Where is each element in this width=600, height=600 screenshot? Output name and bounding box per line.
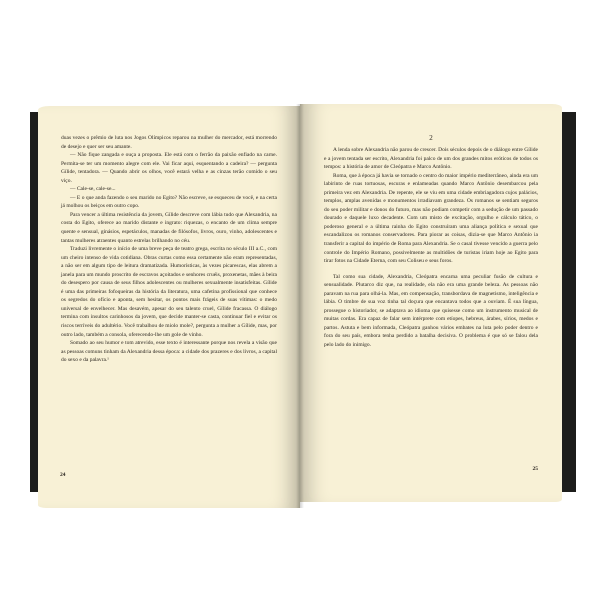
paragraph: Somado ao seu humor e tom atrevido, esse texto é interessante porque nos revela a visão que as pessoas comuns tinham da Alexandria dessa época: a cidade dos prazeres e dos livros, a capital do sexo e da palavra.¹ bbox=[61, 340, 277, 364]
left-page-text bbox=[61, 134, 277, 365]
right-page-text bbox=[324, 146, 538, 350]
page-number: 24 bbox=[60, 472, 66, 478]
paragraph: — Não fique zangada e ouça a proposta. Ele está com o ferrão da paixão enfiado na carne. Permita-se ter um momento alegre com ele. Vai ficar aqui, esquentando a cadeira? — pergunta Gílide, tentadora. — Quando abrir os olhos, você estará velha e as cinzas terão comido o seu viço. bbox=[61, 152, 277, 184]
paragraph: A lenda sobre Alexandria não parou de crescer. Dois séculos depois de o diálogo entre Gílide e a jovem tentada ser escrito, Alexandria foi palco de um dos grandes mitos eróticos de todos os tempos: a história de amor de Cleópatra e Marco Antônio. bbox=[324, 147, 538, 171]
paragraph: duas vezes o prêmio de luta nos Jogos Olímpicos reparou na mulher do mercador, está morrendo de desejo e quer ser seu amante. bbox=[61, 135, 277, 150]
right-page bbox=[300, 104, 562, 502]
paragraph: — Cale-se, cale-se... bbox=[70, 186, 116, 193]
paragraph: — E o que anda fazendo o seu marido no Egito? Não escreve, se esqueceu de você, e na certa já molhou os beiços em outro copo. bbox=[61, 194, 277, 210]
book-spine-gutter bbox=[296, 104, 304, 508]
page-number: 25 bbox=[532, 466, 538, 472]
chapter-number: 2 bbox=[429, 134, 433, 142]
paragraph: Roma, que à época já havia se tornado o centro do maior império mediterrâneo, ainda era um labirinto de ruas tortuosas, escuras e enlameadas quando Marco Antônio desembarcou pela primeira vez em Alexandria. De repente, ele se viu em uma cidade embriagadora cujos palácios, templos, amplas avenidas e monumentos irradiavam grandeza. Os romanos se sentiam seguros do seu poder militar e donos do futuro, mas não podiam competir com a sedução de um passado dourado e daquele luxo decadente. Com um misto de excitação, orgulho e cálculo tático, o poderoso general e a última rainha do Egito construíram uma aliança política e sexual que escandalizou os romanos conservadores. Para piorar as coisas, dizia-se que Marco Antônio ia transferir a capital do império de Roma para Alexandria. Se o casal tivesse vencido a guerra pelo controle do Império Romano, possivelmente as multidões de turistas iriam hoje ao Egito para tirar fotos na Cidade Eterna, com seu Coliseu e seus foros. bbox=[324, 172, 538, 265]
left-page bbox=[38, 106, 300, 508]
paragraph: Tal como sua cidade, Alexandria, Cleópatra encarna uma peculiar fusão de cultura e sensualidade. Plutarco diz que, na realidade, ela não era uma grande beleza. As pessoas não paravam na rua para olhá-la. Mas, em compensação, transbordava de magnetismo, inteligência e lábia. O timbre de sua voz tinha tal doçura que encantava todos que a ouviam. É sua língua, prossegue o historiador, se adaptava ao idioma que quisesse como um instrumento musical de muitas cordas. Era capaz de falar sem intérprete com etíopes, hebreus, árabes, sírios, medos e partos. Astuta e bem informada, Cleópatra ganhou vários embates na luta pelo poder dentro e fora do seu país, embora tenha perdido a batalha decisiva. O problema é que só se falou dela pelo lado do inimigo. bbox=[324, 273, 538, 349]
paragraph: Traduzi livremente o início de uma breve peça de teatro grega, escrita no século III a.C., com um cheiro intenso de vida cotidiana. Obras curtas como essa certamente não eram representadas, a não ser em algum tipo de leitura dramatizada. Humorísticas, às vezes picarescas, elas abrem a janela para um mundo proscrito de escravos açoitados e senhores cruéis, proxenetas, mães à beira do desespero por causa de seus filhos adolescentes ou mulheres sexualmente insatisfeitas. Gílide é uma das primeiras fofoqueiras da história da literatura, uma cafetina profissional que conhece os segredos do ofício e aponta, sem hesitar, os pontos mais frágeis de suas vítimas: o medo universal de envelhecer. Mas desavém, apesar do seu talento cruel, Gílide fracassa. O diálogo termina com insultos carinhosos da jovem, que decide manter-se casta, continuar fiel e evitar os riscos terríveis do adultério. Você trabalhou de miolo mole?, pergunta a mulher a Gílide, mas, por outro lado, também a consola, oferecendo-lhe um gole de vinho. bbox=[61, 246, 277, 338]
paragraph: Para vencer a última resistência da jovem, Gílide descreve com lábia tudo que Alexandria, na costa do Egito, oferece ao marido distante e ingrato: riquezas, o encanto de um clima sempre quente e sensual, ginásios, espetáculos, manadas de filósofos, livros, ouro, vinho, adolescentes e tantas mulheres atraentes quanto estrelas brilhando no céu. bbox=[61, 211, 277, 244]
